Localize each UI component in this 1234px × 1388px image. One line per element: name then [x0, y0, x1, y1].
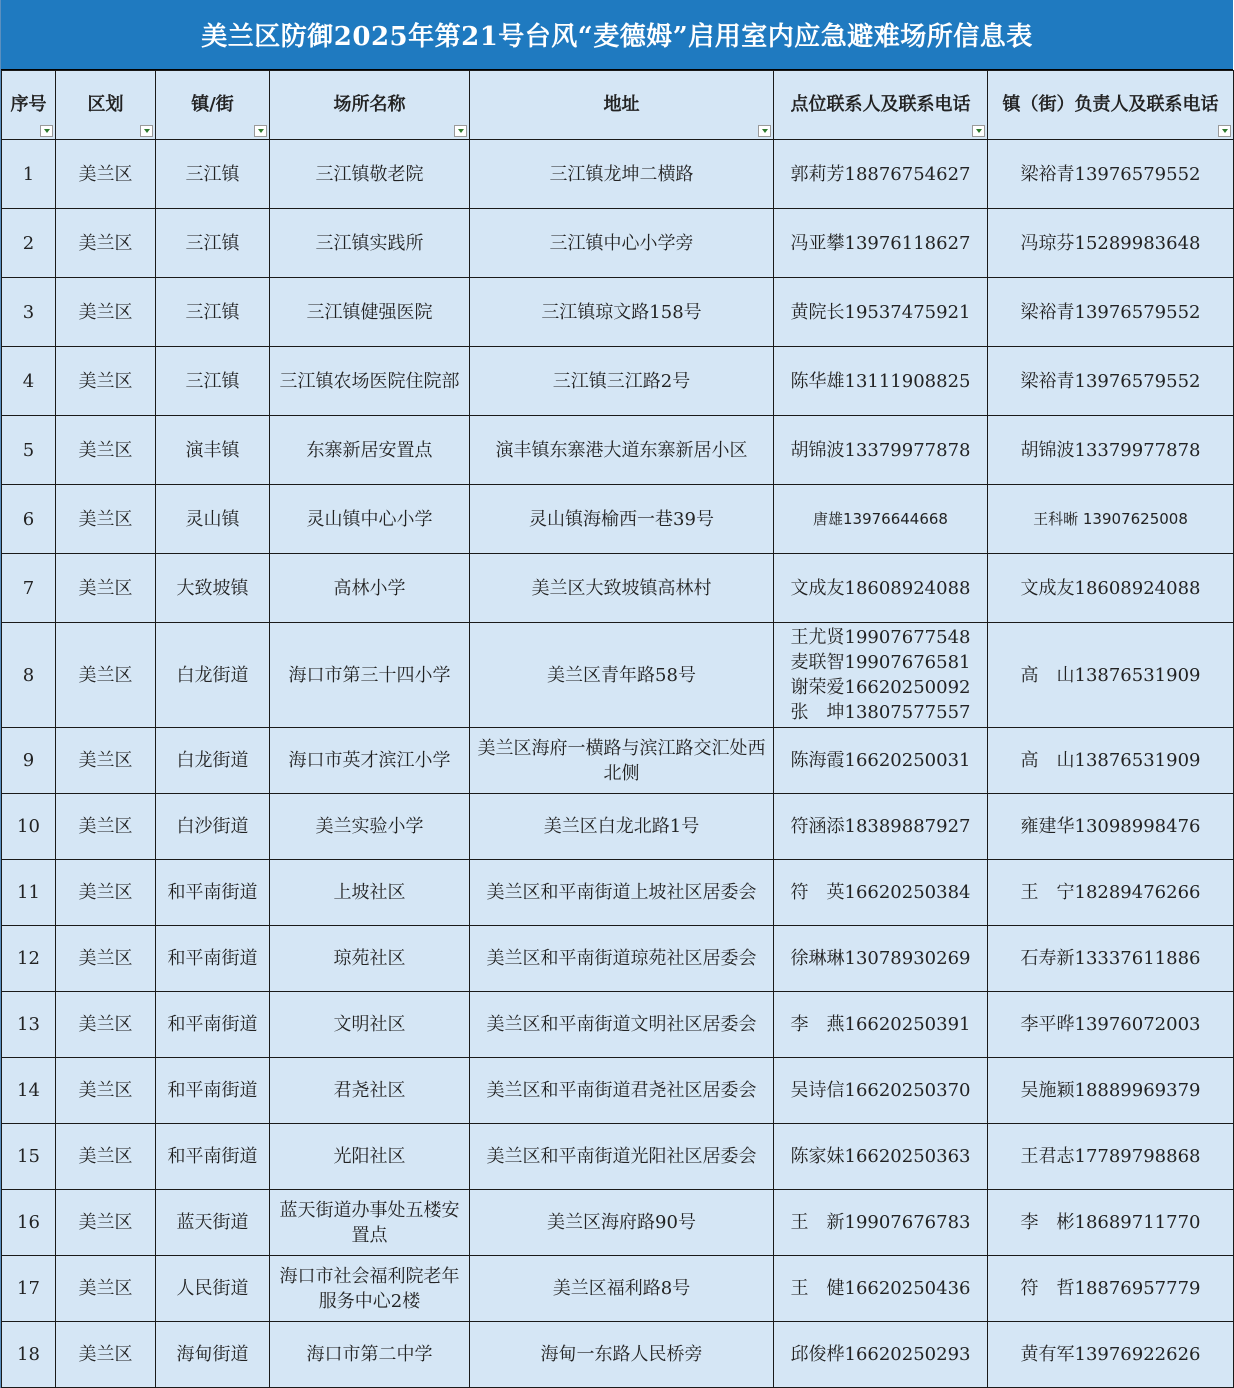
address-cell[interactable]: 美兰区大致坡镇高林村: [470, 554, 774, 623]
header-address: 地址: [470, 71, 774, 140]
address-cell[interactable]: 美兰区和平南街道君尧社区居委会: [470, 1058, 774, 1124]
filter-dropdown-icon[interactable]: [140, 125, 153, 137]
row-number[interactable]: 12: [2, 926, 56, 992]
address-cell[interactable]: 三江镇三江路2号: [470, 347, 774, 416]
town-cell[interactable]: 白龙街道: [156, 623, 270, 728]
site-name-cell[interactable]: 三江镇农场医院住院部: [270, 347, 470, 416]
district-cell[interactable]: 美兰区: [56, 209, 156, 278]
site-name-cell[interactable]: 海口市社会福利院老年服务中心2楼: [270, 1256, 470, 1322]
site-name-cell[interactable]: 上坡社区: [270, 860, 470, 926]
contact-cell[interactable]: 吴诗信16620250370: [774, 1058, 988, 1124]
contact-cell[interactable]: 陈海霞16620250031: [774, 728, 988, 794]
leader-cell[interactable]: 雍建华13098998476: [988, 794, 1234, 860]
address-cell[interactable]: 海甸一东路人民桥旁: [470, 1322, 774, 1388]
address-cell[interactable]: 美兰区福利路8号: [470, 1256, 774, 1322]
address-cell[interactable]: 美兰区海府一横路与滨江路交汇处西北侧: [470, 728, 774, 794]
header-district: 区划: [56, 71, 156, 140]
site-name-cell[interactable]: 三江镇实践所: [270, 209, 470, 278]
table-row: [2, 554, 1234, 623]
district-cell[interactable]: 美兰区: [56, 860, 156, 926]
district-cell[interactable]: 美兰区: [56, 1124, 156, 1190]
town-cell[interactable]: 灵山镇: [156, 485, 270, 554]
district-cell[interactable]: 美兰区: [56, 926, 156, 992]
table-row: [2, 623, 1234, 728]
row-number[interactable]: 11: [2, 860, 56, 926]
row-number[interactable]: 1: [2, 140, 56, 209]
leader-cell[interactable]: 吴施颖18889969379: [988, 1058, 1234, 1124]
filter-dropdown-icon[interactable]: [758, 125, 771, 137]
table-row: [2, 209, 1234, 278]
address-cell[interactable]: 三江镇琼文路158号: [470, 278, 774, 347]
town-cell[interactable]: 海甸街道: [156, 1322, 270, 1388]
site-name-cell[interactable]: 君尧社区: [270, 1058, 470, 1124]
table-row: [2, 728, 1234, 794]
leader-cell[interactable]: 王 宁18289476266: [988, 860, 1234, 926]
site-name-cell[interactable]: 美兰实验小学: [270, 794, 470, 860]
row-number[interactable]: 10: [2, 794, 56, 860]
district-cell[interactable]: 美兰区: [56, 794, 156, 860]
table-row: [2, 794, 1234, 860]
header-leader: 镇（街）负责人及联系电话: [988, 71, 1234, 140]
district-cell[interactable]: 美兰区: [56, 728, 156, 794]
district-cell[interactable]: 美兰区: [56, 278, 156, 347]
table-row: [2, 1256, 1234, 1322]
address-cell[interactable]: 灵山镇海榆西一巷39号: [470, 485, 774, 554]
table-row: [2, 485, 1234, 554]
table-row: [2, 992, 1234, 1058]
leader-cell[interactable]: 文成友18608924088: [988, 554, 1234, 623]
town-cell[interactable]: 白沙街道: [156, 794, 270, 860]
contact-cell[interactable]: 陈家妹16620250363: [774, 1124, 988, 1190]
address-cell[interactable]: 美兰区和平南街道光阳社区居委会: [470, 1124, 774, 1190]
site-name-cell[interactable]: 三江镇健强医院: [270, 278, 470, 347]
town-cell[interactable]: 和平南街道: [156, 1058, 270, 1124]
district-cell[interactable]: 美兰区: [56, 1256, 156, 1322]
district-cell[interactable]: 美兰区: [56, 623, 156, 728]
contact-cell[interactable]: 文成友18608924088: [774, 554, 988, 623]
town-cell[interactable]: 三江镇: [156, 278, 270, 347]
district-cell[interactable]: 美兰区: [56, 485, 156, 554]
site-name-cell[interactable]: 海口市第二中学: [270, 1322, 470, 1388]
contact-cell[interactable]: 符涵添18389887927: [774, 794, 988, 860]
table-row: [2, 140, 1234, 209]
site-name-cell[interactable]: 东寨新居安置点: [270, 416, 470, 485]
contact-line: 谢荣爱16620250092: [790, 677, 971, 698]
town-cell[interactable]: 人民街道: [156, 1256, 270, 1322]
contact-cell[interactable]: 符 英16620250384: [774, 860, 988, 926]
table-row: [2, 1058, 1234, 1124]
site-name-cell[interactable]: 蓝天街道办事处五楼安置点: [270, 1190, 470, 1256]
row-number[interactable]: 16: [2, 1190, 56, 1256]
contact-line: 麦联智19907676581: [790, 652, 971, 673]
table-row: [2, 1322, 1234, 1388]
leader-cell[interactable]: 王科晰 13907625008: [988, 485, 1234, 554]
town-cell[interactable]: 和平南街道: [156, 926, 270, 992]
contact-cell[interactable]: 唐雄13976644668: [774, 485, 988, 554]
leader-cell[interactable]: 黄有军13976922626: [988, 1322, 1234, 1388]
address-cell[interactable]: 美兰区青年路58号: [470, 623, 774, 728]
site-name-cell[interactable]: 灵山镇中心小学: [270, 485, 470, 554]
district-cell[interactable]: 美兰区: [56, 554, 156, 623]
site-name-cell[interactable]: 文明社区: [270, 992, 470, 1058]
contact-cell[interactable]: 王 健16620250436: [774, 1256, 988, 1322]
contact-cell[interactable]: 黄院长19537475921: [774, 278, 988, 347]
district-cell[interactable]: 美兰区: [56, 1058, 156, 1124]
site-name-cell[interactable]: 三江镇敬老院: [270, 140, 470, 209]
contact-line: 张 坤13807577557: [790, 702, 971, 723]
table-row: [2, 278, 1234, 347]
table-row: [2, 860, 1234, 926]
contact-cell[interactable]: [774, 623, 988, 728]
row-number[interactable]: 18: [2, 1322, 56, 1388]
town-cell[interactable]: 白龙街道: [156, 728, 270, 794]
town-cell[interactable]: 演丰镇: [156, 416, 270, 485]
leader-cell[interactable]: 李平晔13976072003: [988, 992, 1234, 1058]
town-cell[interactable]: 三江镇: [156, 347, 270, 416]
row-number[interactable]: 6: [2, 485, 56, 554]
header-row: [2, 71, 1234, 140]
town-cell[interactable]: 和平南街道: [156, 860, 270, 926]
filter-dropdown-icon[interactable]: [972, 125, 985, 137]
leader-cell[interactable]: 高 山13876531909: [988, 728, 1234, 794]
leader-cell[interactable]: 石寿新13337611886: [988, 926, 1234, 992]
row-number[interactable]: 13: [2, 992, 56, 1058]
leader-cell[interactable]: 梁裕青13976579552: [988, 140, 1234, 209]
town-cell[interactable]: 和平南街道: [156, 1124, 270, 1190]
leader-cell[interactable]: 李 彬18689711770: [988, 1190, 1234, 1256]
table-row: [2, 1190, 1234, 1256]
table-row: [2, 1124, 1234, 1190]
district-cell[interactable]: 美兰区: [56, 347, 156, 416]
row-number[interactable]: 3: [2, 278, 56, 347]
table-body: [2, 140, 1234, 1388]
town-cell[interactable]: 三江镇: [156, 209, 270, 278]
site-name-cell[interactable]: 高林小学: [270, 554, 470, 623]
table-row: [2, 416, 1234, 485]
header-contact: 点位联系人及联系电话: [774, 71, 988, 140]
town-cell[interactable]: 大致坡镇: [156, 554, 270, 623]
district-cell[interactable]: 美兰区: [56, 416, 156, 485]
address-cell[interactable]: 美兰区和平南街道上坡社区居委会: [470, 860, 774, 926]
contact-cell[interactable]: 李 燕16620250391: [774, 992, 988, 1058]
header-site: 场所名称: [270, 71, 470, 140]
address-cell[interactable]: 三江镇龙坤二横路: [470, 140, 774, 209]
district-cell[interactable]: 美兰区: [56, 1322, 156, 1388]
address-cell[interactable]: 美兰区白龙北路1号: [470, 794, 774, 860]
town-cell[interactable]: 蓝天街道: [156, 1190, 270, 1256]
header-town: 镇/街: [156, 71, 270, 140]
site-name-cell[interactable]: 海口市英才滨江小学: [270, 728, 470, 794]
row-number[interactable]: 14: [2, 1058, 56, 1124]
contact-cell[interactable]: 郭莉芳18876754627: [774, 140, 988, 209]
filter-dropdown-icon[interactable]: [40, 125, 53, 137]
table-row: [2, 926, 1234, 992]
district-cell[interactable]: 美兰区: [56, 992, 156, 1058]
filter-dropdown-icon[interactable]: [454, 125, 467, 137]
row-number[interactable]: 7: [2, 554, 56, 623]
row-number[interactable]: 5: [2, 416, 56, 485]
contact-cell[interactable]: 邱俊桦16620250293: [774, 1322, 988, 1388]
row-number[interactable]: 2: [2, 209, 56, 278]
contact-cell[interactable]: 胡锦波13379977878: [774, 416, 988, 485]
town-cell[interactable]: 三江镇: [156, 140, 270, 209]
leader-cell[interactable]: 梁裕青13976579552: [988, 347, 1234, 416]
address-cell[interactable]: 美兰区海府路90号: [470, 1190, 774, 1256]
leader-cell[interactable]: 高 山13876531909: [988, 623, 1234, 728]
address-cell[interactable]: 演丰镇东寨港大道东寨新居小区: [470, 416, 774, 485]
header-no: 序号: [2, 71, 56, 140]
leader-cell[interactable]: 胡锦波13379977878: [988, 416, 1234, 485]
filter-dropdown-icon[interactable]: [254, 125, 267, 137]
address-cell[interactable]: 美兰区和平南街道琼苑社区居委会: [470, 926, 774, 992]
row-number[interactable]: 8: [2, 623, 56, 728]
row-number[interactable]: 15: [2, 1124, 56, 1190]
filter-dropdown-icon[interactable]: [1218, 125, 1231, 137]
leader-cell[interactable]: 符 哲18876957779: [988, 1256, 1234, 1322]
leader-cell[interactable]: 梁裕青13976579552: [988, 278, 1234, 347]
address-cell[interactable]: 三江镇中心小学旁: [470, 209, 774, 278]
contact-cell[interactable]: 冯亚攀13976118627: [774, 209, 988, 278]
sheet-title: 美兰区防御2025年第21号台风“麦德姆”启用室内应急避难场所信息表: [1, 0, 1233, 70]
contact-cell[interactable]: 王 新19907676783: [774, 1190, 988, 1256]
row-number[interactable]: 4: [2, 347, 56, 416]
row-number[interactable]: 17: [2, 1256, 56, 1322]
site-name-cell[interactable]: 琼苑社区: [270, 926, 470, 992]
row-number[interactable]: 9: [2, 728, 56, 794]
contact-cell[interactable]: 陈华雄13111908825: [774, 347, 988, 416]
town-cell[interactable]: 和平南街道: [156, 992, 270, 1058]
site-name-cell[interactable]: 海口市第三十四小学: [270, 623, 470, 728]
site-name-cell[interactable]: 光阳社区: [270, 1124, 470, 1190]
contact-line: 王尤贤19907677548: [790, 627, 971, 648]
contact-cell[interactable]: 徐琳琳13078930269: [774, 926, 988, 992]
district-cell[interactable]: 美兰区: [56, 140, 156, 209]
leader-cell[interactable]: 冯琼芬15289983648: [988, 209, 1234, 278]
district-cell[interactable]: 美兰区: [56, 1190, 156, 1256]
table-row: [2, 347, 1234, 416]
shelter-table: [1, 70, 1234, 1388]
leader-cell[interactable]: 王君志17789798868: [988, 1124, 1234, 1190]
address-cell[interactable]: 美兰区和平南街道文明社区居委会: [470, 992, 774, 1058]
